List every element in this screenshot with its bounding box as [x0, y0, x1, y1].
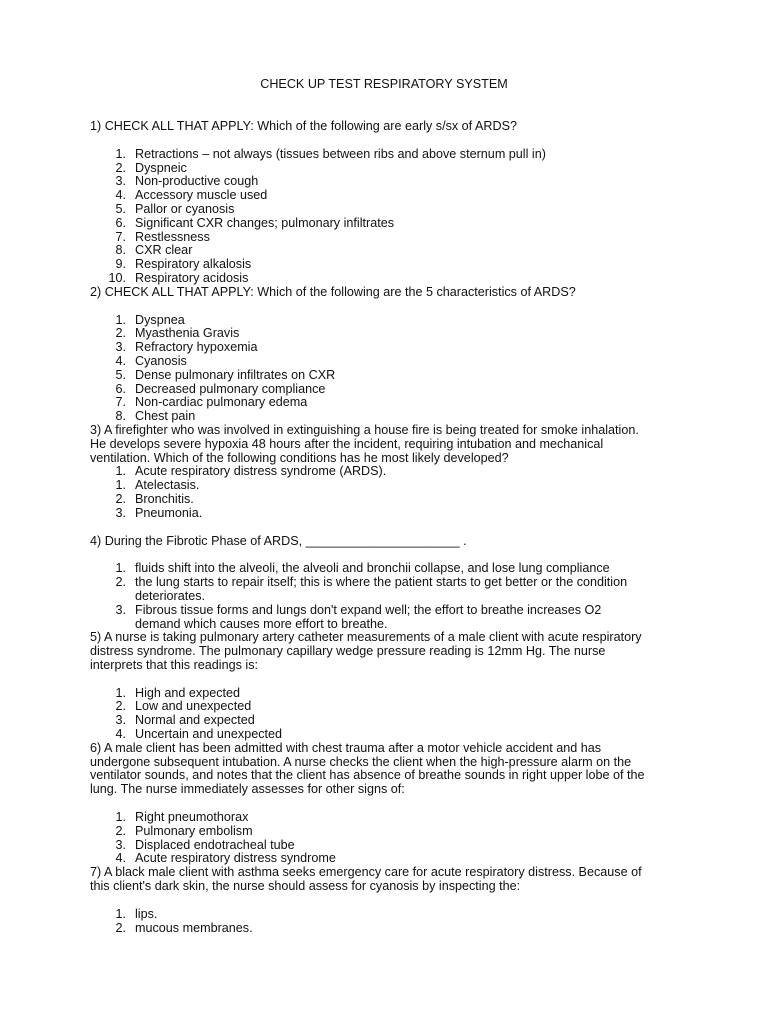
option-item: 3. Displaced endotracheal tube — [115, 837, 295, 852]
option-item: 6. Decreased pulmonary compliance — [115, 381, 326, 396]
option-item: 1. lips. — [115, 906, 158, 921]
option-item: 1. Atelectasis. — [115, 478, 200, 493]
option-item: 8. CXR clear — [115, 243, 193, 258]
option-item: 9. Respiratory alkalosis — [115, 257, 252, 272]
question-2-options — [90, 314, 650, 424]
option-item: 8. Chest pain — [115, 409, 196, 424]
option-item: 1. Acute respiratory distress syndrome (ARDS). — [115, 464, 387, 479]
document-body — [90, 120, 650, 935]
option-item: 2. Pulmonary embolism — [115, 823, 253, 838]
question-6-text: 6) A male client has been admitted with chest trauma after a motor vehicle accident and has undergone subsequent intubation. A nurse checks the client when the high-pressure alarm on the ventilator sounds, and notes that the client has absence of breathe sounds in right upper lobe of the lung. The nurse immediately assesses for other signs of: — [90, 740, 645, 797]
question-3-text: 3) A firefighter who was involved in extinguishing a house fire is being treated for smoke inhalation. He develops severe hypoxia 48 hours after the incident, requiring intubation and mechanical ventilation. Which of the following conditions has he most likely developed? — [90, 422, 639, 465]
option-item: 4. Uncertain and unexpected — [115, 727, 283, 742]
question-7-options — [90, 908, 650, 936]
option-item: 2. Myasthenia Gravis — [115, 326, 240, 341]
option-item: 1. Right pneumothorax — [115, 810, 249, 825]
option-item: 5. Dense pulmonary infiltrates on CXR — [115, 367, 336, 382]
document-title: CHECK UP TEST RESPIRATORY SYSTEM — [260, 77, 508, 91]
option-item: 3. Refractory hypoxemia — [115, 340, 258, 355]
question-4-text: 4) During the Fibrotic Phase of ARDS, ______________________ . — [90, 533, 467, 548]
question-5-text: 5) A nurse is taking pulmonary artery catheter measurements of a male client with acute respiratory distress syndrome. The pulmonary capillary wedge pressure reading is 12mm Hg. The nurse interprets that this readings is: — [90, 630, 642, 672]
option-item: 5. Pallor or cyanosis — [115, 201, 235, 216]
option-item: 4. Acute respiratory distress syndrome — [115, 851, 336, 866]
question-4-options — [90, 562, 650, 631]
option-item: 10. Respiratory acidosis — [108, 270, 249, 285]
option-item: 4. Cyanosis — [115, 353, 187, 368]
question-5-options — [90, 687, 650, 742]
option-item: 3. Non-productive cough — [115, 174, 259, 189]
option-item: 3. Normal and expected — [115, 713, 255, 728]
option-item: 2. mucous membranes. — [115, 920, 253, 935]
option-item: 1. Dyspnea — [115, 312, 185, 327]
option-item: 2. the lung starts to repair itself; this is where the patient starts to get better or the condition deteriorates. — [115, 575, 628, 603]
option-item: 2. Dyspneic — [115, 160, 187, 175]
question-1-text: 1) CHECK ALL THAT APPLY: Which of the following are early s/sx of ARDS? — [90, 119, 517, 133]
question-3-options — [90, 465, 650, 520]
question-1-options — [90, 148, 650, 286]
question-6-options — [90, 811, 650, 866]
option-item: 7. Non-cardiac pulmonary edema — [115, 395, 308, 410]
question-2-text: 2) CHECK ALL THAT APPLY: Which of the following are the 5 characteristics of ARDS? — [90, 284, 576, 299]
option-item: 2. Bronchitis. — [115, 491, 194, 506]
option-item: 6. Significant CXR changes; pulmonary infiltrates — [115, 215, 394, 230]
option-item: 3. Fibrous tissue forms and lungs don't expand well; the effort to breathe increases O2 demand which causes more effort to breathe. — [115, 602, 602, 631]
option-item: 2. Low and unexpected — [115, 699, 252, 714]
option-item: 3. Pneumonia. — [115, 505, 203, 520]
option-item: 1. Retractions – not always (tissues between ribs and above sternum pull in) — [115, 146, 546, 161]
option-item: 4. Accessory muscle used — [115, 188, 268, 203]
option-item: 1. High and expected — [115, 685, 241, 700]
question-7-text: 7) A black male client with asthma seeks emergency care for acute respiratory distress. Because of this client's dark skin, the nurse should assess for cyanosis by inspecting the: — [90, 865, 642, 894]
option-item: 7. Restlessness — [115, 229, 210, 244]
option-item: 1. fluids shift into the alveoli, the alveoli and bronchii collapse, and lose lung compliance — [115, 561, 610, 576]
